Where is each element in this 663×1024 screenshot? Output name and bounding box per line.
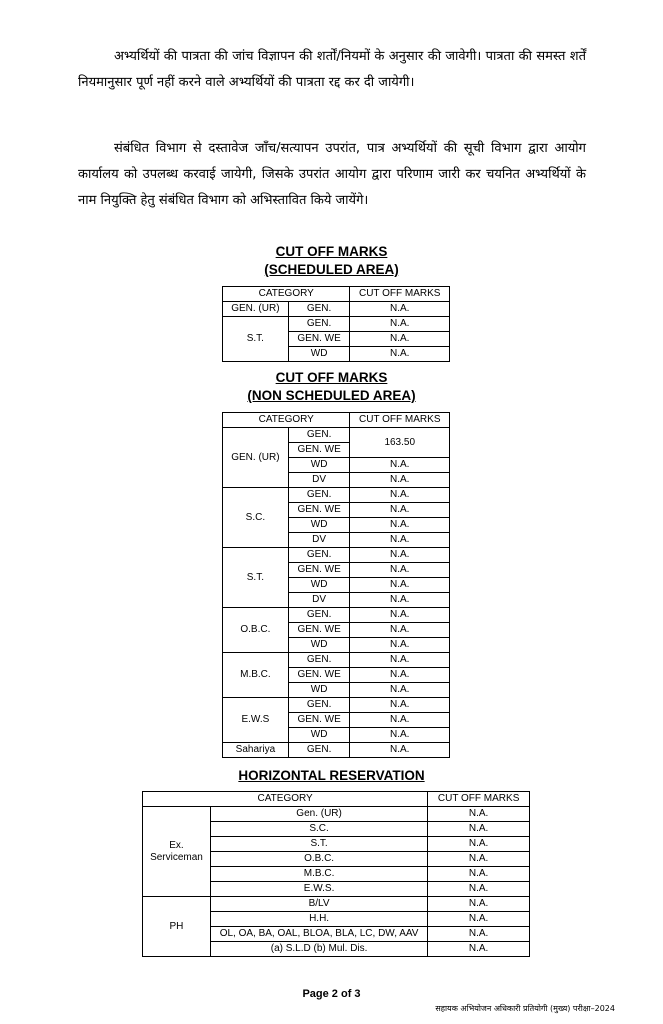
table-row	[223, 488, 450, 503]
subcategory-cell: M.B.C.	[210, 867, 427, 882]
header-row	[223, 413, 450, 428]
category-cell: S.T.	[223, 317, 289, 362]
cutoff-value-cell: N.A.	[350, 728, 450, 743]
cutoff-value-cell: N.A.	[350, 638, 450, 653]
table-row	[223, 608, 450, 623]
table-row	[223, 302, 450, 317]
category-cell: GEN. (UR)	[223, 428, 289, 488]
cutoff-value-cell: N.A.	[428, 927, 530, 942]
cutoff-header: CUT OFF MARKS	[350, 413, 450, 428]
subcategory-cell: O.B.C.	[210, 852, 427, 867]
subcategory-cell: H.H.	[210, 912, 427, 927]
cutoff-value-cell: N.A.	[428, 942, 530, 957]
category-cell: GEN. (UR)	[223, 302, 289, 317]
category-cell: PH	[143, 897, 211, 957]
subcategory-cell: WD	[288, 347, 350, 362]
cutoff-value-cell: N.A.	[350, 623, 450, 638]
subcategory-cell: WD	[288, 578, 350, 593]
cutoff-value-cell: N.A.	[428, 897, 530, 912]
cutoff-value-cell: N.A.	[350, 653, 450, 668]
header-row	[143, 792, 530, 807]
page-number: Page 2 of 3	[302, 988, 361, 1000]
table-row	[223, 428, 450, 443]
subcategory-cell: GEN. WE	[288, 668, 350, 683]
subcategory-cell: WD	[288, 458, 350, 473]
category-cell: Ex. Serviceman	[143, 807, 211, 897]
category-header: CATEGORY	[223, 287, 350, 302]
subcategory-cell: GEN. WE	[288, 443, 350, 458]
scheduled-table	[222, 286, 450, 362]
cutoff-value-cell: N.A.	[428, 912, 530, 927]
cutoff-value-cell: N.A.	[428, 852, 530, 867]
cutoff-value-cell: N.A.	[350, 503, 450, 518]
subcategory-cell: GEN. WE	[288, 713, 350, 728]
subcategory-cell: S.T.	[210, 837, 427, 852]
subcategory-cell: Gen. (UR)	[210, 807, 427, 822]
subcategory-cell: GEN.	[288, 428, 350, 443]
eligibility-paragraph: अभ्यर्थियों की पात्रता की जांच विज्ञापन की शर्तों/नियमों के अनुसार की जावेगी। पात्रता की समस्त शर्तें नियमानुसार पूर्ण नहीं करने वाले अभ्यर्थियों की पात्रता रद्द कर दी जायेगी।	[78, 49, 586, 90]
cutoff-value-cell: N.A.	[350, 713, 450, 728]
subcategory-cell: GEN.	[288, 302, 350, 317]
table-row	[223, 317, 450, 332]
table-row	[223, 743, 450, 758]
table-row	[223, 653, 450, 668]
subcategory-cell: GEN. WE	[288, 623, 350, 638]
subcategory-cell: GEN.	[288, 488, 350, 503]
subcategory-cell: WD	[288, 683, 350, 698]
cutoff-header: CUT OFF MARKS	[350, 287, 450, 302]
subcategory-cell: OL, OA, BA, OAL, BLOA, BLA, LC, DW, AAV	[210, 927, 427, 942]
cutoff-value-cell: N.A.	[350, 668, 450, 683]
cutoff-value-cell: N.A.	[350, 698, 450, 713]
subcategory-cell: WD	[288, 728, 350, 743]
subcategory-cell: DV	[288, 473, 350, 488]
table-row	[143, 807, 530, 822]
category-cell: Sahariya	[223, 743, 289, 758]
scheduled-title: CUT OFF MARKS	[275, 244, 388, 259]
subcategory-cell: GEN.	[288, 653, 350, 668]
cutoff-value-cell: N.A.	[350, 347, 450, 362]
table-row	[143, 897, 530, 912]
subcategory-cell: GEN. WE	[288, 503, 350, 518]
horizontal-title: HORIZONTAL RESERVATION	[238, 768, 425, 783]
subcategory-cell: S.C.	[210, 822, 427, 837]
subcategory-cell: E.W.S.	[210, 882, 427, 897]
subcategory-cell: DV	[288, 593, 350, 608]
cutoff-value-cell: 163.50	[350, 428, 450, 458]
subcategory-cell: GEN.	[288, 608, 350, 623]
cutoff-header: CUT OFF MARKS	[428, 792, 530, 807]
cutoff-value-cell: N.A.	[428, 822, 530, 837]
category-cell: O.B.C.	[223, 608, 289, 653]
category-cell: E.W.S	[223, 698, 289, 743]
subcategory-cell: GEN. WE	[288, 563, 350, 578]
subcategory-cell: GEN.	[288, 317, 350, 332]
category-cell: S.C.	[223, 488, 289, 548]
cutoff-value-cell: N.A.	[350, 683, 450, 698]
cutoff-value-cell: N.A.	[350, 533, 450, 548]
cutoff-value-cell: N.A.	[350, 473, 450, 488]
horizontal-table	[142, 791, 530, 957]
subcategory-cell: GEN.	[288, 743, 350, 758]
category-header: CATEGORY	[223, 413, 350, 428]
non-scheduled-table	[222, 412, 450, 758]
cutoff-value-cell: N.A.	[350, 488, 450, 503]
cutoff-value-cell: N.A.	[428, 867, 530, 882]
subcategory-cell: B/LV	[210, 897, 427, 912]
cutoff-value-cell: N.A.	[350, 563, 450, 578]
cutoff-value-cell: N.A.	[350, 458, 450, 473]
cutoff-value-cell: N.A.	[428, 882, 530, 897]
cutoff-value-cell: N.A.	[350, 548, 450, 563]
cutoff-value-cell: N.A.	[350, 578, 450, 593]
table-row	[223, 698, 450, 713]
category-cell: S.T.	[223, 548, 289, 608]
cutoff-value-cell: N.A.	[350, 518, 450, 533]
subcategory-cell: (a) S.L.D (b) Mul. Dis.	[210, 942, 427, 957]
subcategory-cell: WD	[288, 518, 350, 533]
subcategory-cell: GEN.	[288, 698, 350, 713]
verification-paragraph: संबंधित विभाग से दस्तावेज जाँच/सत्यापन उपरांत, पात्र अभ्यर्थियों की सूची विभाग द्वारा आयोग कार्यालय को उपलब्ध करवाई जायेगी, जिसके उपरांत आयोग द्वारा परिणाम जारी कर चयनित अभ्यर्थियों के नाम नियुक्ति हेतु संबंधित विभाग को अभिस्तावित किये जायेंगे।	[78, 141, 586, 208]
category-header: CATEGORY	[143, 792, 428, 807]
cutoff-value-cell: N.A.	[350, 743, 450, 758]
subcategory-cell: DV	[288, 533, 350, 548]
subcategory-cell: GEN. WE	[288, 332, 350, 347]
non-scheduled-title: CUT OFF MARKS	[275, 370, 388, 385]
cutoff-value-cell: N.A.	[350, 302, 450, 317]
cutoff-value-cell: N.A.	[428, 837, 530, 852]
cutoff-value-cell: N.A.	[350, 317, 450, 332]
cutoff-value-cell: N.A.	[428, 807, 530, 822]
table-row	[223, 548, 450, 563]
cutoff-value-cell: N.A.	[350, 608, 450, 623]
cutoff-value-cell: N.A.	[350, 332, 450, 347]
cutoff-value-cell: N.A.	[350, 593, 450, 608]
scheduled-subtitle: (SCHEDULED AREA)	[264, 262, 399, 277]
category-cell: M.B.C.	[223, 653, 289, 698]
header-row	[223, 287, 450, 302]
subcategory-cell: GEN.	[288, 548, 350, 563]
exam-name-footer: सहायक अभियोजन अधिकारी प्रतियोगी (मुख्य) परीक्षा–2024	[435, 1004, 615, 1013]
subcategory-cell: WD	[288, 638, 350, 653]
non-scheduled-subtitle: (NON SCHEDULED AREA)	[247, 388, 416, 403]
